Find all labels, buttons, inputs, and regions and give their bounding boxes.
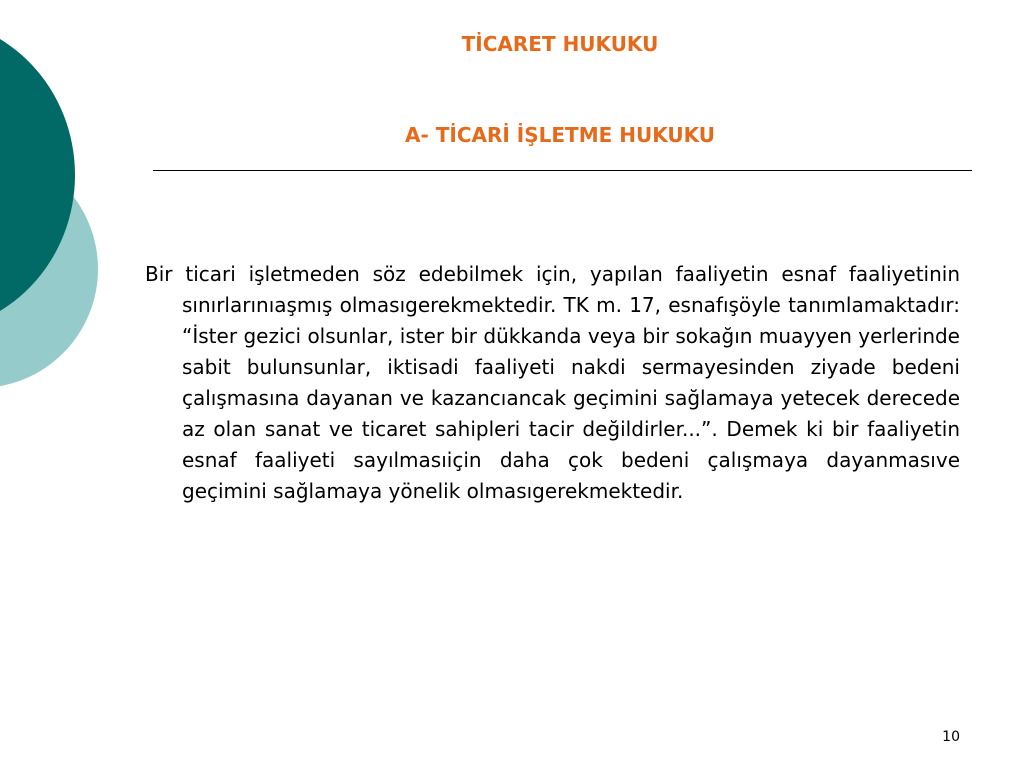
slide-title: TİCARET HUKUKU bbox=[461, 32, 659, 56]
slide-subtitle: A- TİCARİ İŞLETME HUKUKU bbox=[405, 123, 715, 147]
horizontal-divider bbox=[153, 170, 972, 171]
body-paragraph: Bir ticari işletmeden söz edebilmek için, yapılan faaliyetin esnaf faaliyetinin sınırlarınıaşmış olmasıgerekmektedir. TK m. 17, esnafışöyle tanımlamaktadır: “İster gezici olsunlar, ister bir dükkanda veya bir sokağın muayyen yerlerinde sabit bulunsunlar, iktisadi faaliyeti nakdi sermayesinden ziyade bedeni çalışmasına dayanan ve kazancıancak geçimini sağlamaya yetecek derecede az olan sanat ve ticaret sahipleri tacir değildirler...”. Demek ki bir faaliyetin esnaf faaliyeti sayılmasıiçin daha çok bedeni çalışmaya dayanmasıve geçimini sağlamaya yönelik olmasıgerekmektedir. bbox=[145, 262, 960, 503]
page-number: 10 bbox=[942, 729, 960, 745]
